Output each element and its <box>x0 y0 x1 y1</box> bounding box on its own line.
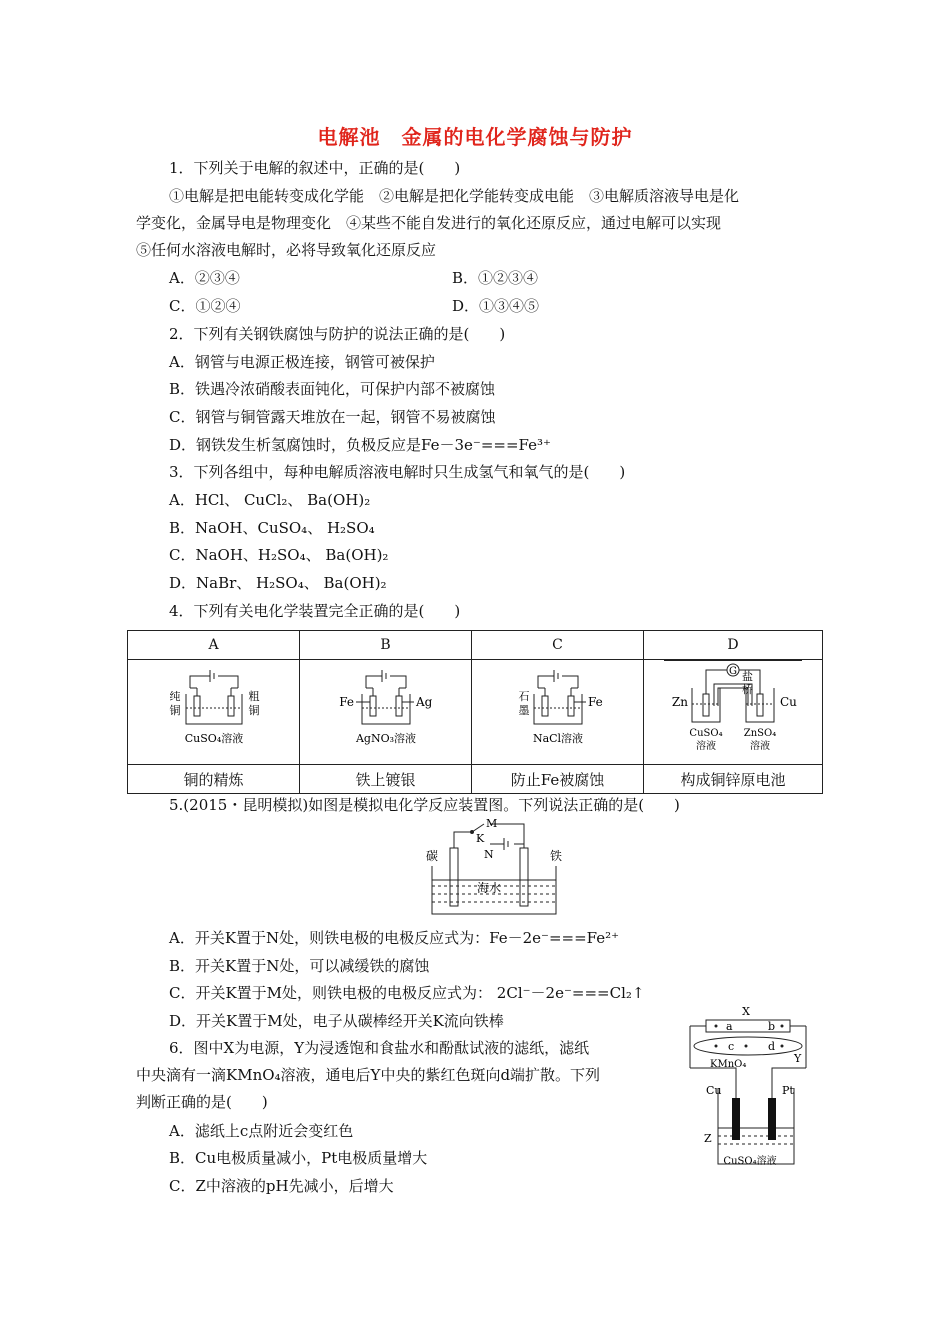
q6-d-label: d <box>768 1040 776 1053</box>
q6-option-b: B．Cu电极质量减小，Pt电极质量增大 <box>169 1149 428 1167</box>
q1-option-a: A．②③④ <box>169 269 240 287</box>
q4-caption-d: 构成铜锌原电池 <box>644 765 823 794</box>
q4-figure-a-cell <box>128 660 300 765</box>
q3-option-d: D．NaBr、 H₂SO₄、 Ba(OH)₂ <box>169 574 387 592</box>
q4-a-solution-label: CuSO₄溶液 <box>184 732 244 745</box>
q3-option-c: C．NaOH、H₂SO₄、 Ba(OH)₂ <box>169 546 389 564</box>
q4-header-a: A <box>128 631 300 660</box>
q6-figure <box>684 1004 814 1174</box>
q5-option-b: B．开关K置于N处，可以减缓铁的腐蚀 <box>169 957 430 975</box>
q4-a-left-label: 纯铜 <box>169 690 181 717</box>
q6-option-a: A．滤纸上c点附近会变红色 <box>169 1122 354 1140</box>
q5-option-a: A．开关K置于N处，则铁电极的电极反应式为：Fe－2e⁻===Fe²⁺ <box>169 929 620 947</box>
q3-option-b: B．NaOH、CuSO₄、 H₂SO₄ <box>169 519 375 537</box>
q4-caption-b: 铁上镀银 <box>300 765 472 794</box>
q5-k-label: K <box>476 832 485 845</box>
q4-d-left-label: Zn <box>671 695 688 709</box>
q4-figure-a <box>128 660 299 760</box>
q4-caption-a: 铜的精炼 <box>128 765 300 794</box>
q5-carbon-label: 碳 <box>426 849 439 863</box>
q4-b-solution-label: AgNO₃溶液 <box>355 732 417 745</box>
q4-d-meter-label: G <box>729 666 737 677</box>
q3-stem: 3．下列各组中，每种电解质溶液电解时只生成氢气和氧气的是( ) <box>169 463 626 481</box>
q4-header-c: C <box>472 631 644 660</box>
q1-stem: 1．下列关于电解的叙述中，正确的是( ) <box>169 159 461 177</box>
q4-c-right-label: Fe <box>588 695 603 709</box>
q4-c-solution-label: NaCl溶液 <box>532 732 584 745</box>
q6-z-label: Z <box>704 1132 712 1145</box>
page-title: 电解池 金属的电化学腐蚀与防护 <box>317 125 633 149</box>
q6-line1: 6．图中X为电源，Y为浸透饱和食盐水和酚酞试液的滤纸，滤纸 <box>169 1039 590 1057</box>
q4-d-sol-right-label: ZnSO₄ 溶液 <box>743 728 777 752</box>
q6-cu-label: Cu <box>706 1084 722 1097</box>
q4-d-sol-left-label: CuSO₄ 溶液 <box>689 728 723 752</box>
q5-iron-label: 铁 <box>550 849 563 863</box>
q5-seawater-label: 海水 <box>476 881 502 895</box>
q1-line1: ①电解是把电能转变成化学能 ②电解是把化学能转变成电能 ③电解质溶液导电是化 <box>169 187 740 205</box>
q4-caption-c: 防止Fe被腐蚀 <box>472 765 644 794</box>
q2-stem: 2．下列有关钢铁腐蚀与防护的说法正确的是( ) <box>169 325 506 343</box>
q1-option-d: D．①③④⑤ <box>452 297 540 315</box>
q6-c-label: c <box>728 1040 735 1053</box>
q5-stem: 5.(2015・昆明模拟)如图是模拟电化学反应装置图。下列说法正确的是( ) <box>169 796 680 814</box>
q6-x-label: X <box>742 1005 750 1018</box>
q6-a-label: a <box>726 1020 733 1033</box>
q4-c-left-label: 石墨 <box>518 690 530 717</box>
q4-figure-c-cell <box>472 660 644 765</box>
q6-solution-label: CuSO₄溶液 <box>723 1156 777 1167</box>
q4-apparatus-table <box>127 630 823 794</box>
q2-option-c: C．钢管与铜管露天堆放在一起，钢管不易被腐蚀 <box>169 408 496 426</box>
q1-option-b: B．①②③④ <box>452 269 539 287</box>
q3-option-a: A．HCl、 CuCl₂、 Ba(OH)₂ <box>169 491 371 509</box>
q2-option-b: B．铁遇冷浓硝酸表面钝化，可保护内部不被腐蚀 <box>169 380 496 398</box>
q6-line3: 判断正确的是( ) <box>136 1093 268 1111</box>
q4-b-right-label: Ag <box>416 695 433 709</box>
q4-figure-b <box>300 660 471 760</box>
q4-header-d: D <box>644 631 823 660</box>
q5-m-label: M <box>486 818 498 830</box>
q1-option-c: C．①②④ <box>169 297 241 315</box>
q4-figure-d <box>644 660 822 760</box>
q5-figure <box>410 818 580 918</box>
q4-figure-c <box>472 660 643 760</box>
q4-stem: 4．下列有关电化学装置完全正确的是( ) <box>169 602 461 620</box>
q4-b-left-label: Fe <box>339 695 354 709</box>
q5-option-d: D．开关K置于M处，电子从碳棒经开关K流向铁棒 <box>169 1012 504 1030</box>
q4-d-right-label: Cu <box>780 695 797 709</box>
q2-option-d: D．钢铁发生析氢腐蚀时，负极反应是Fe－3e⁻===Fe³⁺ <box>169 436 551 454</box>
q6-b-label: b <box>768 1020 776 1033</box>
q1-line2: 学变化，金属导电是物理变化 ④某些不能自发进行的氧化还原反应，通过电解可以实现 <box>136 214 722 232</box>
q6-line2: 中央滴有一滴KMnO₄溶液，通电后Y中央的紫红色斑向d端扩散。下列 <box>136 1066 601 1084</box>
q5-n-label: N <box>484 848 494 861</box>
q6-kmno4-label: KMnO₄ <box>710 1059 747 1070</box>
q4-figure-b-cell <box>300 660 472 765</box>
q6-option-c: C．Z中溶液的pH先减小，后增大 <box>169 1177 394 1195</box>
q5-option-c: C．开关K置于M处，则铁电极的电极反应式为： 2Cl⁻－2e⁻===Cl₂↑ <box>169 984 645 1002</box>
q4-d-bridge-label: 盐桥 <box>742 670 753 696</box>
q4-figure-d-cell <box>644 660 823 765</box>
q4-header-b: B <box>300 631 472 660</box>
q4-a-right-label: 粗铜 <box>248 690 260 717</box>
q1-line3: ⑤任何水溶液电解时，必将导致氧化还原反应 <box>136 241 437 259</box>
q2-option-a: A．钢管与电源正极连接，钢管可被保护 <box>169 353 435 371</box>
q6-y-label: Y <box>794 1052 802 1065</box>
q6-pt-label: Pt <box>782 1084 794 1097</box>
